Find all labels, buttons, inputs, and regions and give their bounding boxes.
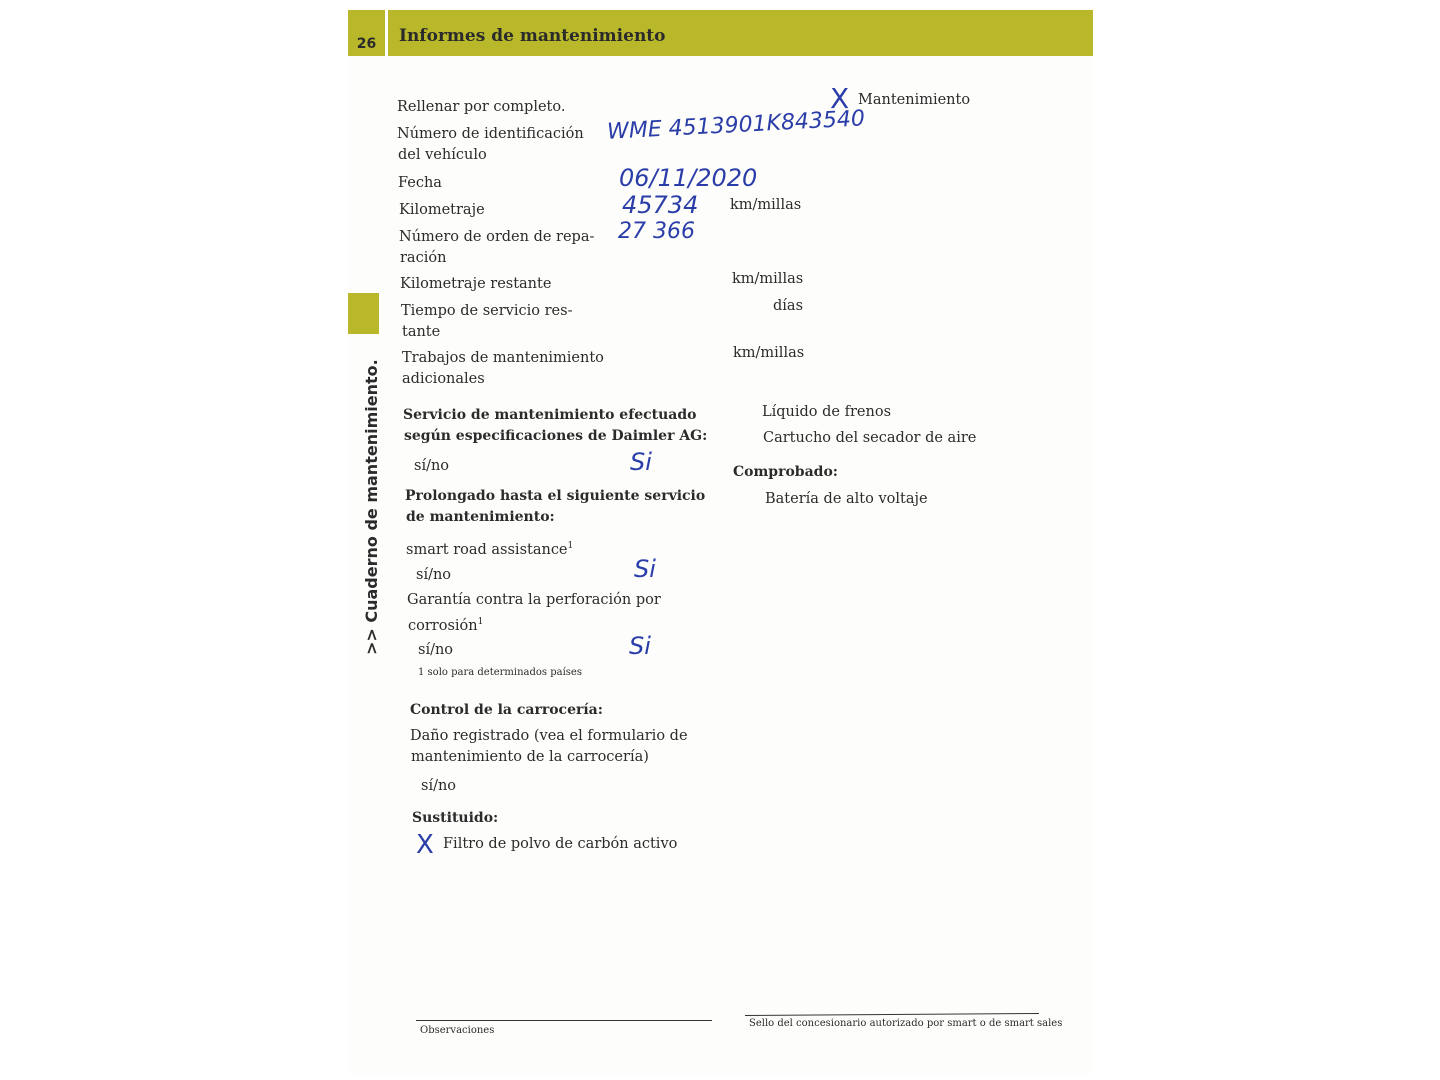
mileage-label: Kilometraje [399,202,485,218]
handwritten-date: 06/11/2020 [619,164,758,192]
extra-work-label-cont: adicionales [402,371,485,387]
service-heading: Servicio de mantenimiento efectuado [403,407,697,423]
side-section-label: >> Cuaderno de mantenimiento. [362,359,381,655]
handwritten-yes: Si [634,555,656,583]
service-heading-cont: según especificaciones de Daimler AG: [404,428,708,444]
replaced-heading: Sustituido: [412,810,499,826]
corrosion-warranty-label: Garantía contra la perforación por [407,592,661,608]
side-accent-block [348,293,379,334]
remaining-time-label-cont: tante [402,324,441,340]
handwritten-vin: WME 4513901K843540 [606,106,866,145]
corrosion-warranty-label-cont [408,612,483,637]
maintenance-option-label: Mantenimiento [858,92,971,108]
unit-km: km/millas [730,197,802,213]
hv-battery-label: Batería de alto voltaje [765,491,928,507]
page-title: Informes de mantenimiento [399,26,666,46]
road-assistance-text: smart road assistance [406,541,568,558]
repair-order-label: Número de orden de repa- [399,229,595,245]
handwritten-yes: Si [629,632,651,660]
observations-line [416,1020,712,1021]
vin-label: Número de identificación [397,126,584,142]
footnote: 1 solo para determinados países [418,667,582,678]
damage-label-cont: mantenimiento de la carrocería) [411,749,649,765]
extended-heading: Prolongado hasta el siguiente servicio [405,488,706,504]
filter-label: Filtro de polvo de carbón activo [443,836,678,852]
corrosion-text: corrosión [408,617,478,634]
extended-heading-cont: de mantenimiento: [406,509,555,525]
footnote-ref: 1 [477,617,484,627]
unit-km: km/millas [733,345,805,361]
repair-order-label-cont: ración [400,250,447,266]
date-label: Fecha [398,175,442,191]
stamp-label: Sello del concesionario autorizado por smart o de smart sales [749,1018,1063,1029]
road-assistance-label [406,536,573,561]
remaining-time-label: Tiempo de servicio res- [401,303,573,319]
handwritten-mileage: 45734 [622,191,699,219]
damage-label: Daño registrado (vea el formulario de [410,728,688,744]
handwritten-yes: Si [630,448,652,476]
body-control-heading: Control de la carrocería: [410,702,603,718]
yes-no-label: sí/no [416,567,452,583]
yes-no-label: sí/no [418,642,454,658]
page-number: 26 [348,10,388,56]
vin-label-cont: del vehículo [398,147,487,163]
unit-days: días [773,298,804,314]
instruction-text: Rellenar por completo. [397,99,566,115]
observations-label: Observaciones [420,1025,495,1036]
handwritten-x-mark: X [416,830,434,860]
brake-fluid-label: Líquido de frenos [762,404,892,420]
handwritten-x-mark: X [830,82,850,115]
yes-no-label: sí/no [421,778,457,794]
extra-work-label: Trabajos de mantenimiento [402,350,604,366]
yes-no-label: sí/no [414,458,450,474]
footnote-ref: 1 [567,541,574,551]
checked-heading: Comprobado: [733,464,838,480]
unit-km: km/millas [732,271,804,287]
air-dryer-label: Cartucho del secador de aire [763,430,977,446]
handwritten-order: 27 366 [618,219,695,244]
remaining-mileage-label: Kilometraje restante [400,276,552,292]
